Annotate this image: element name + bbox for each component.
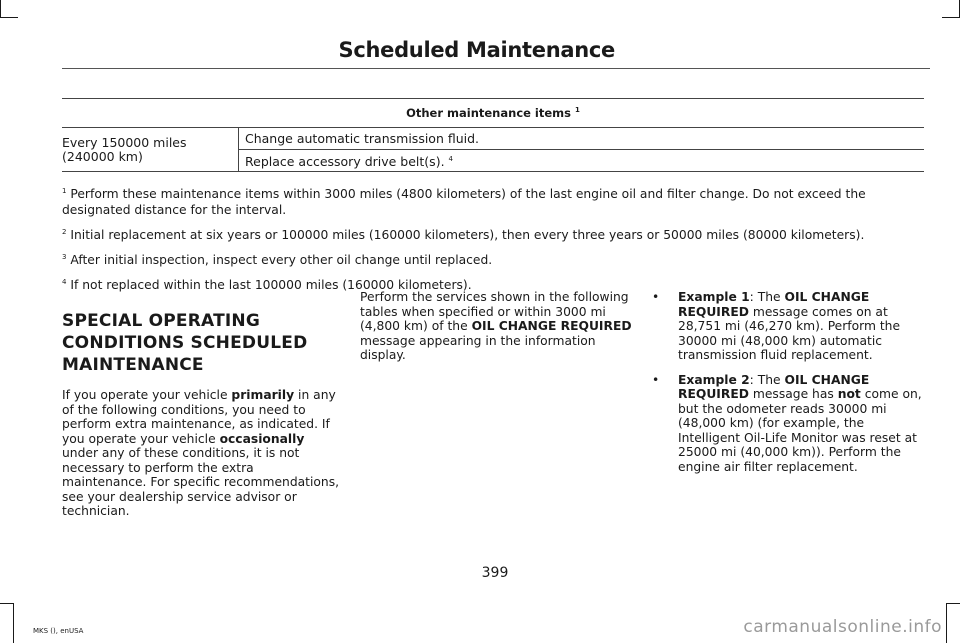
crop-mark-bottom-left-v [13,603,14,643]
list-item [652,373,930,475]
section-heading-line: CONDITIONS SCHEDULED [62,333,308,353]
text-run: under any of these conditions, it is not necessary to perform the extra maintenance. For specific recommendations, see your dealership service advisor or technician. [62,446,340,518]
column-right [652,290,930,484]
bullet-icon: • [652,372,660,387]
text-run: If you operate your vehicle [62,388,232,402]
maintenance-table [62,98,924,172]
footnote-number: 4 [62,278,67,286]
table-row [62,128,924,150]
examples-list [652,290,930,474]
footnote-text: Perform these maintenance items within 3000 miles (4800 kilometers) of the last engine oil and filter change. Do not exceed the designated distance for the interval. [62,187,866,217]
bold-run: OIL CHANGE REQUIRED [678,372,870,401]
bold-run: not [837,387,861,401]
item-footnote: 4 [448,155,453,163]
text-run: message has [748,387,838,401]
table-cell-item [239,150,925,172]
bold-run: occasionally [219,431,305,446]
intro-paragraph [62,388,342,519]
footnote [62,224,928,243]
model-info: MKS (), enUSA [33,627,84,635]
crop-mark-bottom-left-h [0,603,14,604]
bold-run: primarily [231,388,295,402]
text-run: : The [749,372,785,387]
text-run: in any of the following conditions, you need to perform extra maintenance, as indicated. If you operate your vehicle [62,388,336,446]
footnote-number: 2 [62,228,67,236]
interval-cell: Every 150000 miles (240000 km) [62,128,239,172]
crop-mark-top-right-h [942,17,960,18]
header-divider [62,68,930,69]
crop-mark-top-left-v [0,0,1,18]
footnote-text: After initial inspection, inspect every other oil change until replaced. [70,253,493,267]
footnote-text: If not replaced within the last 100000 miles (160000 kilometers). [70,278,472,292]
watermark: carmanualsonline.info [743,617,942,637]
page-header-title: Scheduled Maintenance [338,38,615,62]
footnote-number: 1 [62,187,67,195]
column-middle [360,290,635,363]
table-header-label: Other maintenance items [406,106,572,120]
crop-mark-bottom-right-v [946,603,947,643]
section-heading [62,310,342,376]
example-label: Example 1 [678,290,750,304]
text-run: come on, but the odometer reads 30000 mi (48,000 km) (for example, the Intelligent Oil-Life Monitor was reset at 25000 mi (40,000 km)). Perform the engine air filter replacement. [678,387,922,474]
item-text: Change automatic transmission fluid. [245,130,480,146]
crop-mark-top-left-h [0,17,18,18]
table-header-footnote: 1 [575,106,580,114]
column-left [62,310,342,519]
footnote-number: 3 [62,253,67,261]
table-header [62,99,924,128]
text-run: Perform the services shown in the following tables when specified or within 3000 mi (4,800 km) of the [360,290,629,333]
item-text: Replace accessory drive belt(s). [245,154,445,169]
crop-mark-bottom-right-h [946,603,960,604]
footnote [62,249,928,268]
text-run: message comes on at 28,751 mi (46,270 km). Perform the 30000 mi (48,000 km) automatic transmission fluid replacement. [678,304,901,362]
page-number: 399 [481,565,509,581]
text-run: message appearing in the information display. [360,333,596,362]
footnote-text: Initial replacement at six years or 100000 miles (160000 kilometers), then every three years or 50000 miles (80000 kilometers). [70,228,865,242]
table-cell-item [239,128,925,150]
section-heading-line: MAINTENANCE [62,355,204,375]
footnotes [62,183,928,299]
list-item [652,290,930,363]
bullet-icon: • [652,290,660,304]
footnote [62,183,928,218]
text-run: : The [749,290,785,304]
bold-run: OIL CHANGE REQUIRED [471,319,632,333]
bold-run: OIL CHANGE REQUIRED [678,290,870,319]
services-paragraph [360,290,635,363]
table-header-row [62,99,924,128]
example-label: Example 2 [678,372,750,387]
section-heading-line: SPECIAL OPERATING [62,311,260,331]
